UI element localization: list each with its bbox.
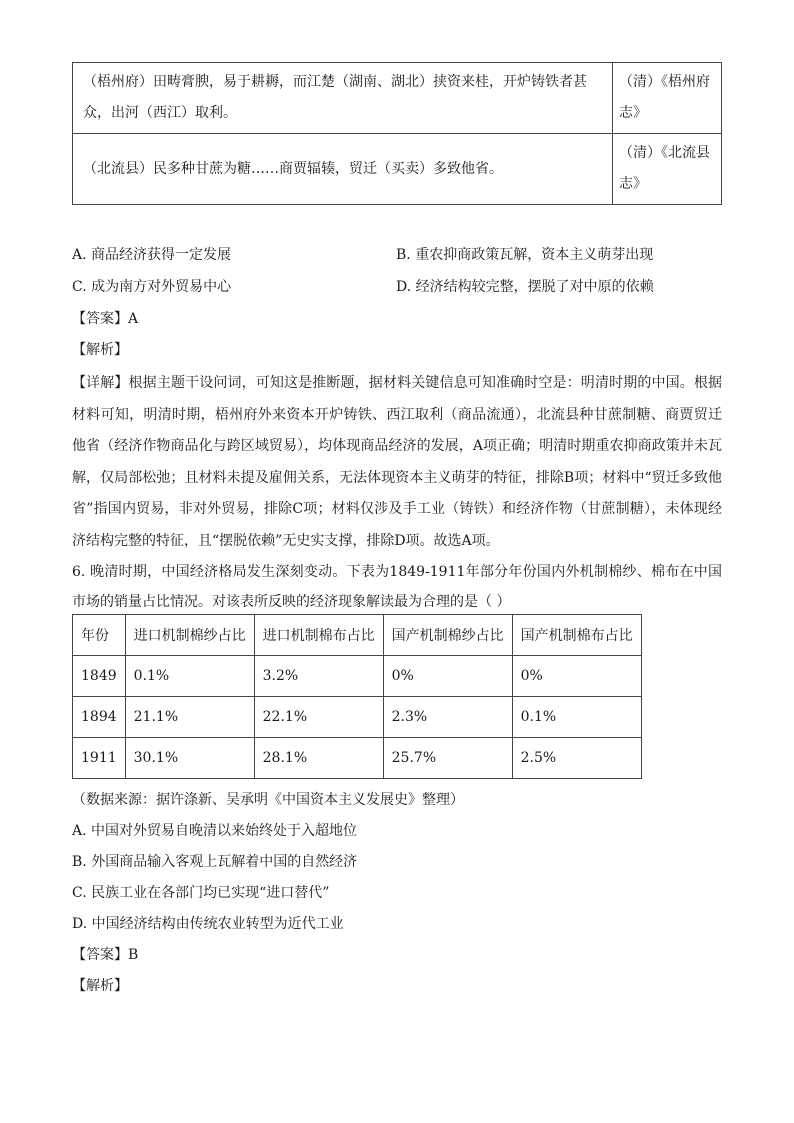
table-cell: 2.3% [383, 697, 512, 738]
q5-option-d: D. 经济结构较完整，摆脱了对中原的依赖 [396, 279, 654, 295]
table-cell: 21.1% [125, 697, 254, 738]
q6-analysis-tag: 【解析】 [72, 978, 128, 994]
q6-stem: 6. 晚清时期，中国经济格局发生深刻变动。下表为1849-1911年部分年份国内外机制棉纱、棉布在中国市场的销量占比情况。对该表所反映的经济现象解读最为合理的是（ ） [72, 564, 722, 610]
q6-answer [72, 944, 138, 966]
q5-option-a: A. 商品经济获得一定发展 [72, 247, 232, 263]
q6-option-c: C. 民族工业在各部门均已实现“进口替代” [72, 885, 330, 901]
table-row [73, 738, 642, 779]
material-source: （清）《梧州府志》 [613, 63, 722, 134]
table-header-row [73, 615, 642, 656]
source-material-table [72, 62, 722, 205]
answer-value: A [128, 311, 139, 327]
table-cell: 3.2% [254, 656, 383, 697]
table-header: 国产机制棉纱占比 [383, 615, 512, 656]
answer-tag: 【答案】 [72, 947, 128, 963]
material-text: （梧州府）田畴膏腴，易于耕耨，而江楚（湖南、湖北）挟资来桂，开炉铸铁者甚众，出河（西江）取利。 [73, 63, 613, 134]
table-cell: 28.1% [254, 738, 383, 779]
table-row [73, 697, 642, 738]
table-header: 国产机制棉布占比 [512, 615, 641, 656]
table-row [73, 63, 722, 134]
table-cell: 22.1% [254, 697, 383, 738]
table-cell: 1894 [73, 697, 126, 738]
q5-answer [72, 308, 138, 330]
table-row [73, 656, 642, 697]
table-cell: 0.1% [125, 656, 254, 697]
answer-tag: 【答案】 [72, 311, 128, 327]
q5-option-b: B. 重农抑商政策瓦解，资本主义萌芽出现 [396, 247, 654, 263]
q6-option-d: D. 中国经济结构由传统农业转型为近代工业 [72, 916, 344, 932]
answer-value: B [128, 947, 139, 963]
q5-option-c: C. 成为南方对外贸易中心 [72, 279, 232, 295]
table-cell: 1911 [73, 738, 126, 779]
table-cell: 30.1% [125, 738, 254, 779]
q5-detail-paragraph [72, 368, 722, 557]
detail-text: 根据主题干设问词，可知这是推断题，据材料关键信息可知准确时空是：明清时期的中国。根据材料可知，明清时期，梧州府外来资本开炉铸铁、西江取利（商品流通），北流县种甘蔗制糖、商贾贸迁他省（经济作物商品化与跨区域贸易），均体现商品经济的发展，A项正确；明清时期重农抑商政策并未瓦解，仅局部松弛；且材料未提及雇佣关系，无法体现资本主义萌芽的特征，排除B项；材料中“贸迁多致他省”指国内贸易，非对外贸易，排除C项；材料仅涉及手工业（铸铁）和经济作物（甘蔗制糖），未体现经济结构完整的特征，且“摆脱依赖”无史实支撑，排除D项。故选A项。 [72, 375, 723, 549]
table-header: 年份 [73, 615, 126, 656]
q6-option-a: A. 中国对外贸易自晚清以来始终处于入超地位 [72, 823, 358, 839]
q6-option-b: B. 外国商品输入客观上瓦解着中国的自然经济 [72, 854, 358, 870]
material-text: （北流县）民多种甘蔗为糖……商贾辐辏，贸迁（买卖）多致他省。 [73, 134, 613, 205]
table-cell: 0.1% [512, 697, 641, 738]
table-header: 进口机制棉布占比 [254, 615, 383, 656]
q5-analysis-tag: 【解析】 [72, 342, 128, 358]
q6-data-table [72, 614, 642, 779]
table-header: 进口机制棉纱占比 [125, 615, 254, 656]
detail-tag: 【详解】 [72, 375, 129, 391]
table-cell: 0% [383, 656, 512, 697]
table-row [73, 134, 722, 205]
material-source: （清）《北流县志》 [613, 134, 722, 205]
table-cell: 1849 [73, 656, 126, 697]
table-cell: 2.5% [512, 738, 641, 779]
table-cell: 25.7% [383, 738, 512, 779]
table-cell: 0% [512, 656, 641, 697]
q6-source-note: （数据来源：据许涤新、吴承明《中国资本主义发展史》整理） [72, 792, 464, 808]
